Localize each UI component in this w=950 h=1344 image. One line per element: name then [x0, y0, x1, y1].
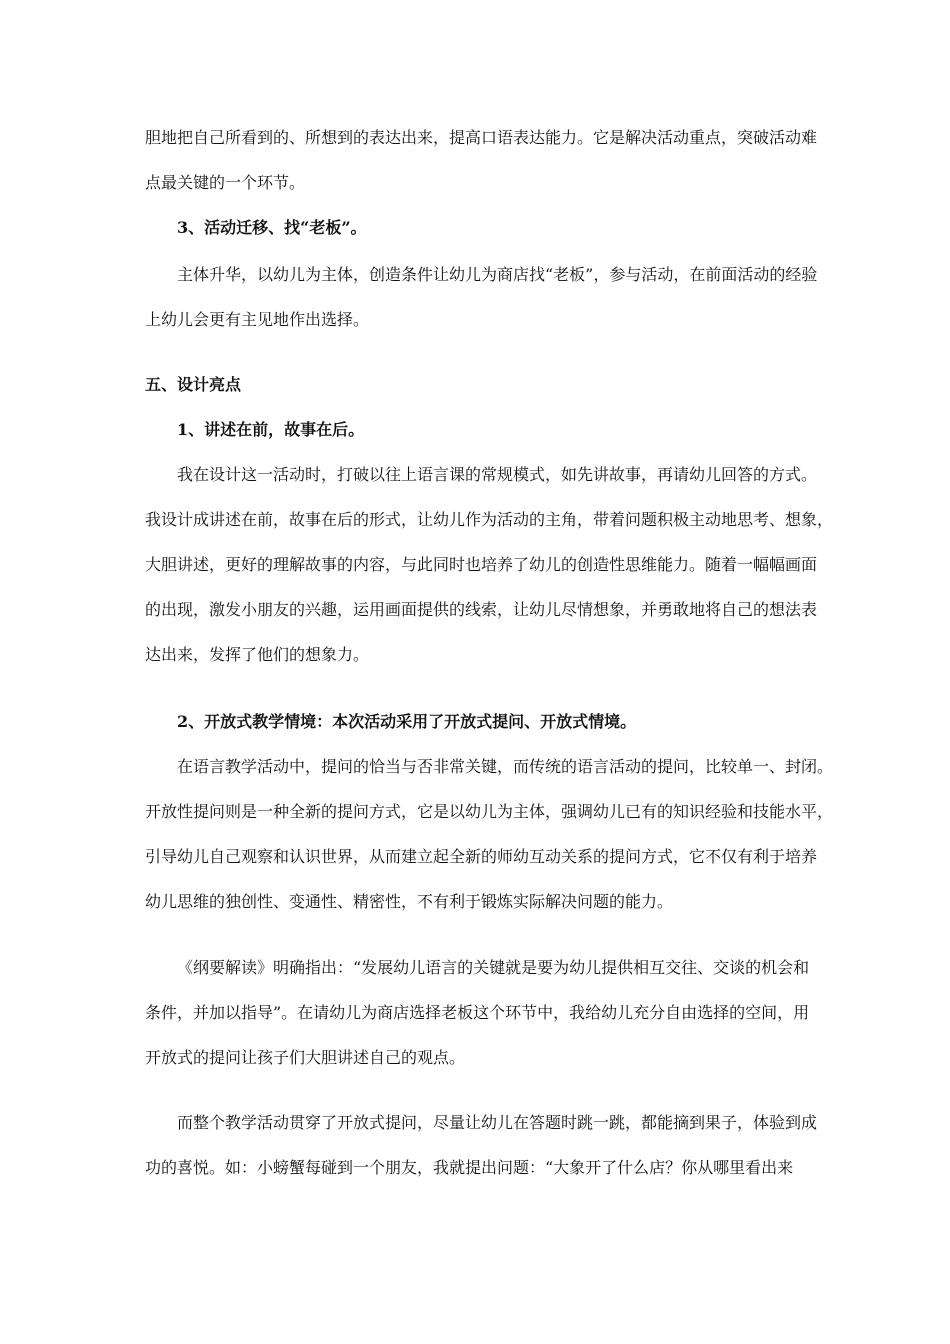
subsection-heading: 3、活动迁移、找“老板”。	[177, 218, 367, 237]
paragraph-line: 条件，并加以指导”。在请幼儿为商店选择老板这个环节中，我给幼儿充分自由选择的空间，用	[145, 1003, 810, 1022]
section-heading: 五、设计亮点	[145, 375, 242, 394]
paragraph-line: 开放性提问则是一种全新的提问方式，它是以幼儿为主体，强调幼儿已有的知识经验和技能水平，	[145, 802, 834, 821]
paragraph-line: 胆地把自己所看到的、所想到的表达出来，提高口语表达能力。它是解决活动重点，突破活动难	[145, 128, 818, 147]
paragraph-line: 上幼儿会更有主见地作出选择。	[145, 310, 370, 329]
paragraph-line: 引导幼儿自己观察和认识世界，从而建立起全新的师幼互动关系的提问方式，它不仅有利于培养	[145, 847, 818, 866]
paragraph-line: 主体升华，以幼儿为主体，创造条件让幼儿为商店找“老板”，参与活动，在前面活动的经验	[177, 265, 818, 284]
paragraph-line: 的出现，激发小朋友的兴趣，运用画面提供的线索，让幼儿尽情想象，并勇敢地将自己的想法表	[145, 600, 818, 619]
paragraph-line: 点最关键的一个环节。	[145, 173, 306, 192]
paragraph-line: 而整个教学活动贯穿了开放式提问，尽量让幼儿在答题时跳一跳，都能摘到果子，体验到成	[177, 1113, 818, 1132]
paragraph-line: 我设计成讲述在前，故事在后的形式，让幼儿作为活动的主角，带着问题积极主动地思考、想象，	[145, 510, 834, 529]
paragraph-line: 《纲要解读》明确指出：“发展幼儿语言的关键就是要为幼儿提供相互交往、交谈的机会和	[177, 958, 810, 977]
paragraph-line: 在语言教学活动中，提问的恰当与否非常关键，而传统的语言活动的提问，比较单一、封闭。	[177, 757, 834, 776]
subsection-heading: 1、讲述在前，故事在后。	[177, 420, 365, 439]
paragraph-line: 功的喜悦。如：小螃蟹每碰到一个朋友，我就提出问题：“大象开了什么店？你从哪里看出来	[145, 1158, 794, 1177]
paragraph-line: 幼儿思维的独创性、变通性、精密性，不有利于锻炼实际解决问题的能力。	[145, 892, 674, 911]
paragraph-line: 达出来，发挥了他们的想象力。	[145, 645, 370, 664]
paragraph-line: 开放式的提问让孩子们大胆讲述自己的观点。	[145, 1048, 466, 1067]
subsection-heading: 2、开放式教学情境：本次活动采用了开放式提问、开放式情境。	[177, 712, 637, 731]
paragraph-line: 大胆讲述，更好的理解故事的内容，与此同时也培养了幼儿的创造性思维能力。随着一幅幅画面	[145, 555, 818, 574]
paragraph-line: 我在设计这一活动时，打破以往上语言课的常规模式，如先讲故事，再请幼儿回答的方式。	[177, 465, 818, 484]
